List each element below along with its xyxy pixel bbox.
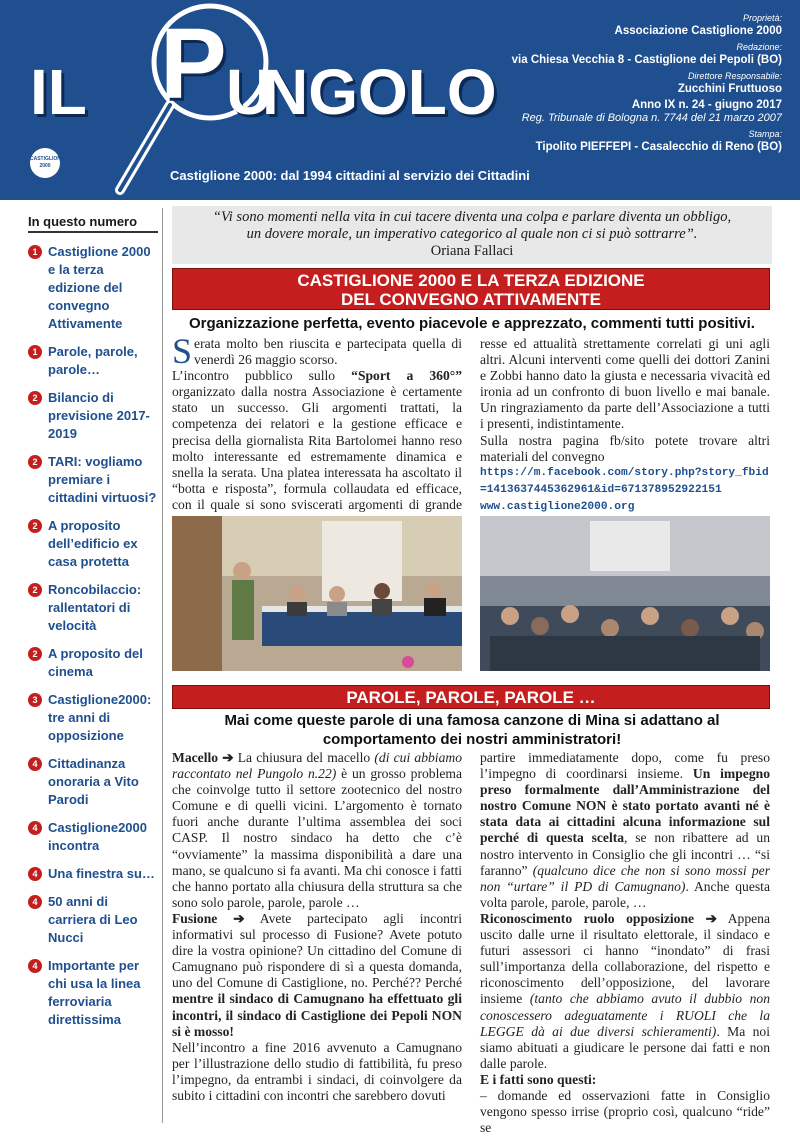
article1-title-line2: DEL CONVEGNO ATTIVAMENTE [340, 290, 602, 309]
toc-item-label: Castiglione 2000 e la terza edizione del convegno Attivamente [48, 244, 151, 331]
article1-p2b: “Sport a 360°” [351, 368, 462, 384]
toc-item[interactable] [28, 755, 158, 809]
ric-head: Riconoscimento ruolo opposizione ➔ [480, 910, 717, 926]
column-divider [162, 208, 163, 1123]
article1-p4: Sulla nostra pagina fb/sito potete trovare altri materiali del convegno [480, 432, 770, 464]
toc-title: In questo numero [28, 214, 158, 233]
fatti-a: – domande ed osservazioni fatte in Consiglio vengono spesso irrise (proprio così, qualcuno “ride” se [480, 1087, 770, 1136]
toc-item[interactable] [28, 893, 158, 947]
toc-page-number: 2 [28, 455, 42, 469]
article1-subtitle: Organizzazione perfetta, evento piacevole e apprezzato, commenti tutti positivi. [189, 315, 755, 332]
toc-page-number: 3 [28, 693, 42, 707]
toc-page-number: 2 [28, 647, 42, 661]
logo-text-ngolo: NGOLO [262, 56, 497, 128]
article1-p3: resse ed attualità strettamente correlati gi uni agli altri. Alcuni interventi come quelli dei dottori Zanini e Zobbi hanno dato la giusta e necessaria vivacità ed ironia ad un confronto di buon livello e mai banale. Un ringraziamento da parte dell’Associazione a tutti i presenti, indistintamente. [480, 336, 770, 432]
proprieta-label: Proprietà: [742, 13, 782, 23]
toc-item[interactable] [28, 343, 158, 379]
col2-c: , se non ribattere ad un nostro intervento in Consiglio che gli incontri … “si faranno” [480, 830, 770, 878]
toc-item-label: Roncobilaccio: rallentatori di velocità [48, 582, 142, 633]
quote-line-1: “Vi sono momenti nella vita in cui tacere diventa una colpa e parlare diventa un obbligo, [212, 209, 732, 225]
article1-p1: erata molto ben riuscita e partecipata quella di venerdì 26 maggio scorso. [194, 336, 462, 368]
quote-line-2: un dovere morale, un imperativo categorico al quale non ci si può sottrarre”. [246, 226, 698, 242]
direttore-label: Direttore Responsabile: [687, 71, 782, 81]
col2-a: partire immediatamente dopo, come fu preso l’impegno di coordinarsi insieme. [480, 750, 770, 782]
facebook-link[interactable]: https://m.facebook.com/story.php?story_fbid=1413637445362961&id=671378952922151 [480, 466, 769, 496]
toc-item-label: Cittadinanza onoraria a Vito Parodi [48, 756, 139, 807]
toc-item[interactable] [28, 453, 158, 507]
toc-page-number: 2 [28, 583, 42, 597]
fusione-head: Fusione ➔ [172, 910, 245, 926]
macello-b: è un grosso problema che coinvolge tutto il settore zootecnico del nostro Comune e di quelli vicini. L’argomento è tornato fuori anche durante l’ultima assemblea dei soci CASP. Il nostro sindaco ha detto che c’è “ovviamente” la massima disponibilità a dare una mano, se qualcuno si fa avanti. Ma chi conosce i fatti che hanno portato alla chiusura della struttura sa che sono solo parole, parole, parole … [172, 766, 462, 910]
toc-page-number: 4 [28, 895, 42, 909]
ric-a: Appena uscito dalle urne il risultato elettorale, il sindaco e futuri assessori ci hanno “inondato” di frasi sull’importanza della collaborazione, del rispetto e riconoscimento dell’opposizione, del lavorare insieme [480, 910, 770, 1007]
dropcap: S [172, 331, 193, 371]
toc-item-label: A proposito dell’edificio ex casa protetta [48, 518, 138, 569]
issue-number: Anno IX n. 24 - giugno 2017 [631, 99, 782, 111]
redazione-value: via Chiesa Vecchia 8 - Castiglione dei Pepoli (BO) [511, 54, 782, 66]
macello-head: Macello ➔ [172, 750, 234, 765]
toc-item-label: Castiglione2000: tre anni di opposizione [48, 692, 152, 743]
article1-title [172, 268, 770, 310]
toc-page-number: 1 [28, 245, 42, 259]
toc-item-label: 50 anni di carriera di Leo Nucci [48, 894, 138, 945]
toc-item[interactable] [28, 819, 158, 855]
macello-a: La chiusura del macello [233, 750, 375, 765]
toc-page-number: 4 [28, 757, 42, 771]
col2-d: . Anche questa volta parole, parole, parole, … [480, 878, 770, 910]
fusione-a: Avete partecipato agli incontri informativi sul processo di Fusione? Avete potuto dire la vostra opinione? Un cittadino del Comune di Camugnano può rispondere di sì a questa domanda, uno del Comune di Castiglione, no. Perché?? Perché [172, 910, 462, 991]
quote-box [172, 206, 772, 264]
fusione-b: mentre il sindaco di Camugnano ha effettuato gli incontri, il sindaco di Castiglione dei Pepoli NON si è mosso! [172, 991, 462, 1039]
toc-item-label: TARI: vogliamo premiare i cittadini virtuosi? [48, 454, 157, 505]
toc-page-number: 2 [28, 519, 42, 533]
toc-page-number: 2 [28, 391, 42, 405]
toc-item[interactable] [28, 517, 158, 571]
col2-it: (qualcuno dice che non si sono mossi per non “urtare” il PD di Camugnano) [480, 862, 770, 894]
ric-b: . Ma noi siamo abituati a giudicare le persone dai fatti e non dalle parole. [480, 1023, 770, 1071]
photo-conference-speakers [172, 516, 462, 671]
toc-item[interactable] [28, 957, 158, 1029]
photo-audience-image [480, 516, 770, 671]
toc-item[interactable] [28, 389, 158, 443]
direttore-value: Zucchini Fruttuoso [677, 83, 782, 95]
stampa-value: Tipolito PIEFFEPI - Casalecchio di Reno (BO) [535, 141, 782, 153]
quote-author: Oriana Fallaci [430, 243, 514, 259]
toc-page-number: 4 [28, 959, 42, 973]
ric-it: (tanto che abbiamo avuto il dubbio non conoscessero adeguatamente i RUOLI che la LEGGE dà ai due diversi schieramenti) [480, 991, 770, 1039]
toc-item-label: Importante per chi usa la linea ferroviaria direttissima [48, 958, 141, 1027]
toc-item-label: Bilancio di previsione 2017-2019 [48, 390, 150, 441]
masthead [0, 0, 800, 200]
toc-item[interactable] [28, 243, 158, 333]
toc-item-label: Parole, parole, parole… [48, 344, 138, 377]
publication-info [462, 12, 782, 154]
photo-speakers-image [172, 516, 462, 671]
redazione-label: Redazione: [736, 42, 782, 52]
tagline: Castiglione 2000: dal 1994 cittadini al servizio dei Cittadini [170, 168, 530, 183]
toc-item-label: Castiglione2000 incontra [48, 820, 147, 853]
col2-b: Un impegno preso formalmente dall’Amministrazione del nostro Comune NON è stato portato avanti né è stata data ai cittadini alcuna informazione sul perché di questa scelta [480, 766, 770, 846]
castiglione-badge: CASTIGLIONE 2000 [30, 148, 60, 178]
toc-page-number: 4 [28, 821, 42, 835]
article2-col1 [172, 750, 462, 1104]
article2-subtitle: Mai come queste parole di una famosa canzone di Mina si adattano al comportamento dei nostri amministratori! [224, 712, 720, 748]
toc-item-label: A proposito del cinema [48, 646, 143, 679]
article1-title-line1: CASTIGLIONE 2000 E LA TERZA EDIZIONE [297, 271, 645, 290]
article2-col2 [480, 750, 770, 1136]
logo-text-il: IL [30, 56, 87, 128]
registration: Reg. Tribunale di Bologna n. 7744 del 21 marzo 2007 [521, 112, 782, 124]
article2-title: PAROLE, PAROLE, PAROLE … [172, 685, 770, 709]
toc-item-label: Una finestra su… [48, 866, 155, 881]
table-of-contents [28, 214, 158, 1039]
toc-page-number: 1 [28, 345, 42, 359]
logo-text-u: U [226, 56, 273, 128]
website-link[interactable]: www.castiglione2000.org [480, 500, 635, 513]
toc-item[interactable] [28, 645, 158, 681]
proprieta-value: Associazione Castiglione 2000 [614, 25, 782, 37]
article1-p2c: organizzato dalla nostra Associazione è certamente stato un successo. Gli argomenti trattati, la competenza dei relatori e la gestione efficace e precisa della giornalista Rita Bartolomei hanno reso molto interessante ed estremamente dinamica e snella la serata. Una platea interessata ha ascoltato il “botta e risposta”, formula collaudata ed efficace, con il quale si sono sviscerati argomenti di grande [172, 384, 462, 512]
article1-col1 [172, 331, 462, 529]
logo-text-p: P [160, 8, 227, 120]
article1-col2 [480, 336, 770, 516]
toc-item[interactable] [28, 691, 158, 745]
toc-page-number: 4 [28, 867, 42, 881]
toc-item[interactable] [28, 581, 158, 635]
photo-conference-audience [480, 516, 770, 671]
fatti-head: E i fatti sono questi: [480, 1071, 597, 1087]
article1-p2a: L’incontro pubblico sullo [172, 368, 352, 384]
macello-it: (di cui abbiamo raccontato nel Pungolo n.22) [172, 750, 462, 782]
toc-item[interactable] [28, 865, 158, 883]
stampa-label: Stampa: [748, 129, 782, 139]
fusione-c: Nell’incontro a fine 2016 avvenuto a Camugnano per l’illustrazione dello studio di fattibilità, fu preso l’impegno, da entrambi i sindaci, di coinvolgere da subito i cittadini con incontri che sarebbero dovuti [172, 1039, 462, 1103]
